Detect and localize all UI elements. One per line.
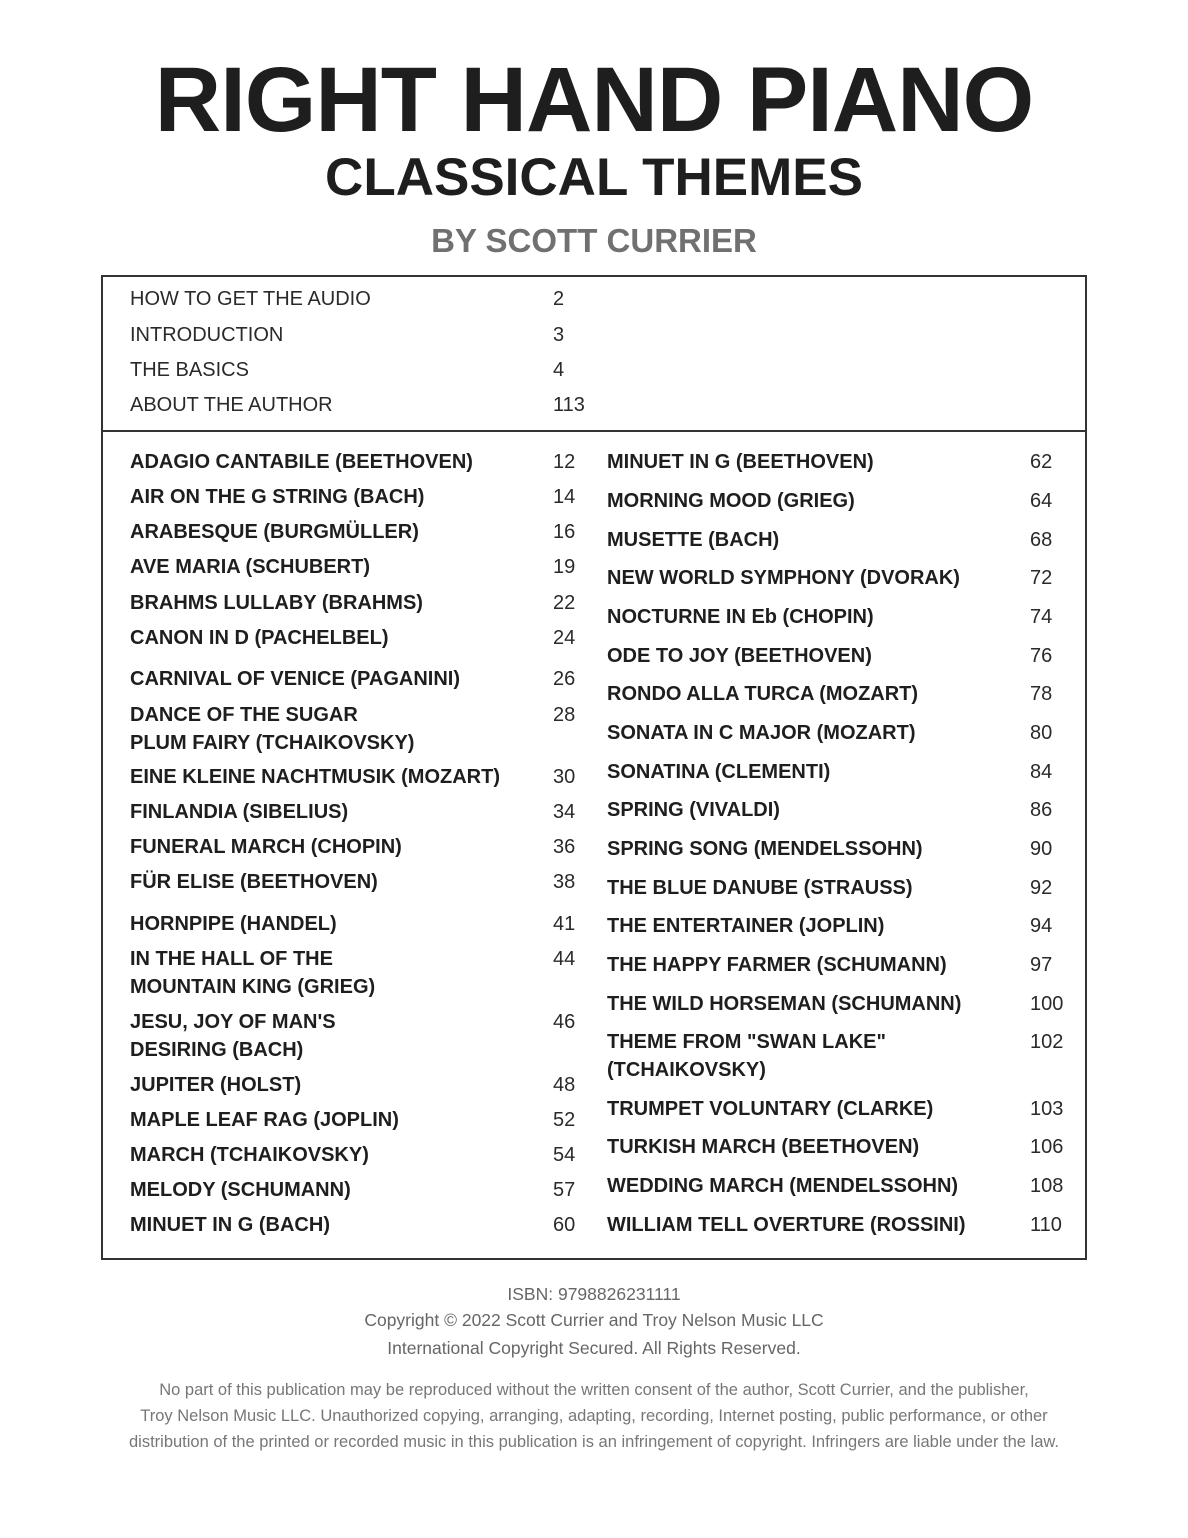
song-title-continued: (TCHAIKOVSKY) [607, 1059, 766, 1081]
song-page: 54 [553, 1144, 576, 1166]
song-title: MELODY (SCHUMANN) [130, 1179, 351, 1201]
legal-notice-line: distribution of the printed or recorded music in this publication is an infringement of copyright. Infringers are liable under the law. [128, 1433, 1059, 1451]
song-title: WEDDING MARCH (MENDELSSOHN) [607, 1175, 959, 1197]
front-matter-page: 113 [553, 394, 585, 416]
song-title: MINUET IN G (BEETHOVEN) [607, 451, 874, 473]
song-title: MARCH (TCHAIKOVSKY) [130, 1144, 369, 1166]
legal-notice-line: Troy Nelson Music LLC. Unauthorized copying, arranging, adapting, recording, Internet posting, public performance, or other [140, 1407, 1048, 1425]
copyright: Copyright © 2022 Scott Currier and Troy Nelson Music LLC [364, 1310, 824, 1330]
song-title: EINE KLEINE NACHTMUSIK (MOZART) [130, 766, 500, 788]
song-title: FINLANDIA (SIBELIUS) [130, 801, 349, 823]
song-title: SPRING SONG (MENDELSSOHN) [607, 838, 923, 860]
song-title: JUPITER (HOLST) [130, 1074, 302, 1096]
song-title: AIR ON THE G STRING (BACH) [130, 486, 425, 508]
song-page: 68 [1030, 529, 1053, 551]
front-matter-title: THE BASICS [130, 359, 249, 381]
song-page: 60 [553, 1214, 576, 1236]
song-title-continued: DESIRING (BACH) [130, 1039, 304, 1061]
song-page: 26 [553, 668, 576, 690]
song-title: THEME FROM "SWAN LAKE" [607, 1031, 886, 1053]
song-page: 52 [553, 1109, 576, 1131]
song-page: 97 [1030, 954, 1053, 976]
contents-divider [101, 430, 1087, 432]
song-title: ODE TO JOY (BEETHOVEN) [607, 645, 872, 667]
book-author: BY SCOTT CURRIER [431, 222, 757, 259]
song-title: MORNING MOOD (GRIEG) [607, 490, 855, 512]
song-title: HORNPIPE (HANDEL) [130, 913, 337, 935]
song-title: WILLIAM TELL OVERTURE (ROSSINI) [607, 1214, 966, 1236]
book-title: RIGHT HAND PIANO [154, 49, 1034, 151]
song-page: 28 [553, 704, 576, 726]
song-page: 64 [1030, 490, 1053, 512]
song-title: AVE MARIA (SCHUBERT) [130, 556, 370, 578]
song-title: SONATINA (CLEMENTI) [607, 761, 831, 783]
song-title: RONDO ALLA TURCA (MOZART) [607, 683, 919, 705]
song-title: CARNIVAL OF VENICE (PAGANINI) [130, 668, 461, 690]
song-page: 92 [1030, 877, 1053, 899]
song-page: 94 [1030, 915, 1053, 937]
front-matter-page: 2 [553, 288, 565, 310]
song-title: FUNERAL MARCH (CHOPIN) [130, 836, 402, 858]
song-title: DANCE OF THE SUGAR [130, 704, 358, 726]
song-page: 72 [1030, 567, 1053, 589]
front-matter-page: 4 [553, 359, 565, 381]
song-page: 110 [1030, 1214, 1062, 1236]
song-page: 22 [553, 592, 576, 614]
song-page: 102 [1030, 1031, 1064, 1053]
song-page: 46 [553, 1011, 576, 1033]
song-title: NOCTURNE IN Eb (CHOPIN) [607, 606, 874, 628]
song-title: THE HAPPY FARMER (SCHUMANN) [607, 954, 947, 976]
legal-notice-line: No part of this publication may be reproduced without the written consent of the author, Scott Currier, and the publisher, [159, 1381, 1029, 1399]
song-page: 36 [553, 836, 576, 858]
song-page: 76 [1030, 645, 1053, 667]
song-title: MINUET IN G (BACH) [130, 1214, 330, 1236]
front-matter-title: HOW TO GET THE AUDIO [130, 288, 371, 310]
book-subtitle: CLASSICAL THEMES [325, 148, 863, 207]
song-title: TRUMPET VOLUNTARY (CLARKE) [607, 1098, 934, 1120]
front-matter-title: ABOUT THE AUTHOR [130, 394, 333, 416]
song-title-continued: MOUNTAIN KING (GRIEG) [130, 976, 376, 998]
song-title: IN THE HALL OF THE [130, 948, 333, 970]
song-title: SPRING (VIVALDI) [607, 799, 780, 821]
song-page: 44 [553, 948, 576, 970]
isbn: ISBN: 9798826231111 [507, 1284, 681, 1304]
rights-statement: International Copyright Secured. All Rights Reserved. [387, 1338, 801, 1358]
song-page: 19 [553, 556, 576, 578]
song-page: 41 [553, 913, 576, 935]
song-title: CANON IN D (PACHELBEL) [130, 627, 389, 649]
song-page: 16 [553, 521, 576, 543]
song-page: 38 [553, 871, 576, 893]
song-page: 108 [1030, 1175, 1064, 1197]
song-page: 14 [553, 486, 576, 508]
song-title: FÜR ELISE (BEETHOVEN) [130, 871, 378, 893]
song-page: 12 [553, 451, 576, 473]
song-page: 84 [1030, 761, 1053, 783]
song-title: MAPLE LEAF RAG (JOPLIN) [130, 1109, 399, 1131]
song-title: TURKISH MARCH (BEETHOVEN) [607, 1136, 920, 1158]
song-page: 57 [553, 1179, 576, 1201]
song-page: 30 [553, 766, 576, 788]
song-title: MUSETTE (BACH) [607, 529, 780, 551]
song-title: ARABESQUE (BURGMÜLLER) [130, 521, 419, 543]
song-title: ADAGIO CANTABILE (BEETHOVEN) [130, 451, 473, 473]
song-page: 48 [553, 1074, 576, 1096]
song-title: BRAHMS LULLABY (BRAHMS) [130, 592, 423, 614]
song-page: 100 [1030, 993, 1064, 1015]
song-page: 24 [553, 627, 576, 649]
front-matter-title: INTRODUCTION [130, 324, 284, 346]
song-title: JESU, JOY OF MAN'S [130, 1011, 336, 1033]
song-page: 80 [1030, 722, 1053, 744]
front-matter-page: 3 [553, 324, 565, 346]
song-title: NEW WORLD SYMPHONY (DVORAK) [607, 567, 960, 589]
song-title-continued: PLUM FAIRY (TCHAIKOVSKY) [130, 732, 415, 754]
song-title: THE ENTERTAINER (JOPLIN) [607, 915, 885, 937]
song-title: THE BLUE DANUBE (STRAUSS) [607, 877, 913, 899]
song-page: 90 [1030, 838, 1053, 860]
song-page: 74 [1030, 606, 1053, 628]
song-page: 34 [553, 801, 576, 823]
song-page: 106 [1030, 1136, 1064, 1158]
song-page: 62 [1030, 451, 1053, 473]
song-title: THE WILD HORSEMAN (SCHUMANN) [607, 993, 962, 1015]
song-title: SONATA IN C MAJOR (MOZART) [607, 722, 916, 744]
song-page: 86 [1030, 799, 1053, 821]
song-page: 103 [1030, 1098, 1064, 1120]
song-page: 78 [1030, 683, 1053, 705]
